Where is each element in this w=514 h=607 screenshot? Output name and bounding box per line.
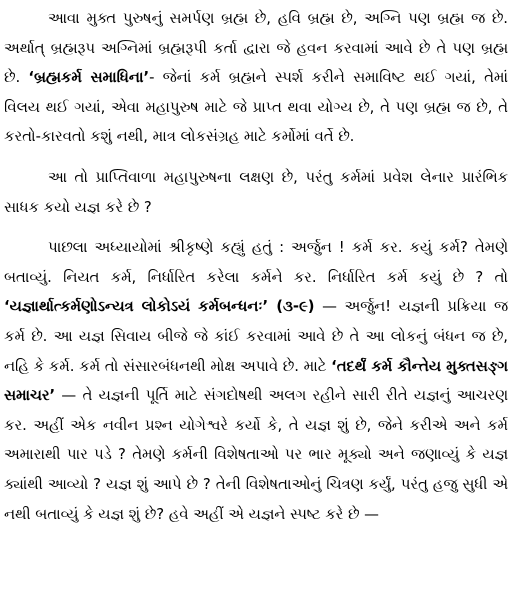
paragraph-3-text-end: — તે યજ્ઞની પૂર્તિ માટે સંગદોષથી અલગ રહીને સારી રીતે યજ્ઞનું આચરણ કર. અહીં એક નવીન પ્રશ્ન યોગેશ્વરે કર્યો કે, તે યજ્ઞ શું છે, જેને કરીએ અને કર્મ અમારાથી પાર પડે ? તેમણે કર્મની વિશેષતાઓ પર ભાર મૂક્યો અને જણાવ્યું કે યજ્ઞ ક્યાંથી આવ્યો ? યજ્ઞ શું આપે છે ? તેની વિશેષતાઓનું ચિત્રણ કર્યું, પરંતુ હજુ સુધી એ નથી બતાવ્યું કે યજ્ઞ શું છે? હવે અહીં એ યજ્ઞને સ્પષ્ટ કરે છે — — [4, 387, 508, 523]
paragraph-1-text: આવા મુક્ત પુરુષનું સમર્પણ બ્રહ્મ છે, હવિ બ્રહ્મ છે, અગ્નિ પણ બ્રહ્મ જ છે. અર્થાત્ બ્રહ્મરૂપ અગ્નિમાં બ્રહ્મરૂપી કર્તા દ્વારા જે હવન કરવામાં આવે છે તે પણ બ્રહ્મ છે. — [4, 10, 508, 87]
sanskrit-quote-brahmakarma: ‘બ્રહ્મકર્મ સમાધિના’ — [28, 69, 150, 87]
paragraph-3 — [4, 233, 508, 529]
paragraph-1-text-cont: - જેનાં કર્મ બ્રહ્મને સ્પર્શ કરીને સમાવિષ્ટ થઈ ગયાં, તેમાં વિલય થઈ ગયાં, એવા મહાપુરુષ માટે જે પ્રાપ્ત થવા યોગ્ય છે, તે પણ બ્રહ્મ જ છે, તે કરતો-કારવતો કશું નથી, માત્ર લોકસંગ્રહ માટે કર્મોમાં વર્તે છે. — [4, 69, 508, 146]
paragraph-3-text: પાછલા અધ્યાયોમાં શ્રીકૃષ્ણે કહ્યું હતું : અર્જુન ! કર્મ કર. કયું કર્મ? તેમણે બતાવ્યું. નિયત કર્મ, નિર્ધારિત કરેલા કર્મને કર. નિર્ધારિત કર્મ કયું છે ? તો — [4, 239, 508, 286]
paragraph-1 — [4, 4, 508, 152]
paragraph-3-text-cont: — અર્જુન! યજ્ઞની પ્રક્રિયા જ કર્મ છે. આ યજ્ઞ સિવાય બીજે જે કાંઈ કરવામાં આવે છે તે આ લોકનું બંધન જ છે, નહિ કે કર્મ. કર્મ તો સંસારબંધનથી મોક્ષ અપાવે છે. માટે — [4, 298, 508, 375]
sanskrit-quote-yajnarthat: ‘યજ્ઞાર્થાત્કર્મણોઽન્યત્ર લોકોઽયં કર્મબન્ધનઃ’ (૩-૯) — [4, 298, 315, 316]
paragraph-2 — [4, 163, 508, 222]
paragraph-2-text: આ તો પ્રાપ્તિવાળા મહાપુરુષના લક્ષણ છે, પરંતુ કર્મમાં પ્રવેશ લેનાર પ્રારંભિક સાધક કયો યજ્ઞ કરે છે ? — [4, 168, 508, 216]
sanskrit-quote-tadartham: ‘તદર્થં કર્મ કૌન્તેય મુક્તસઙ્ગ સમાચર’ — [4, 357, 508, 405]
